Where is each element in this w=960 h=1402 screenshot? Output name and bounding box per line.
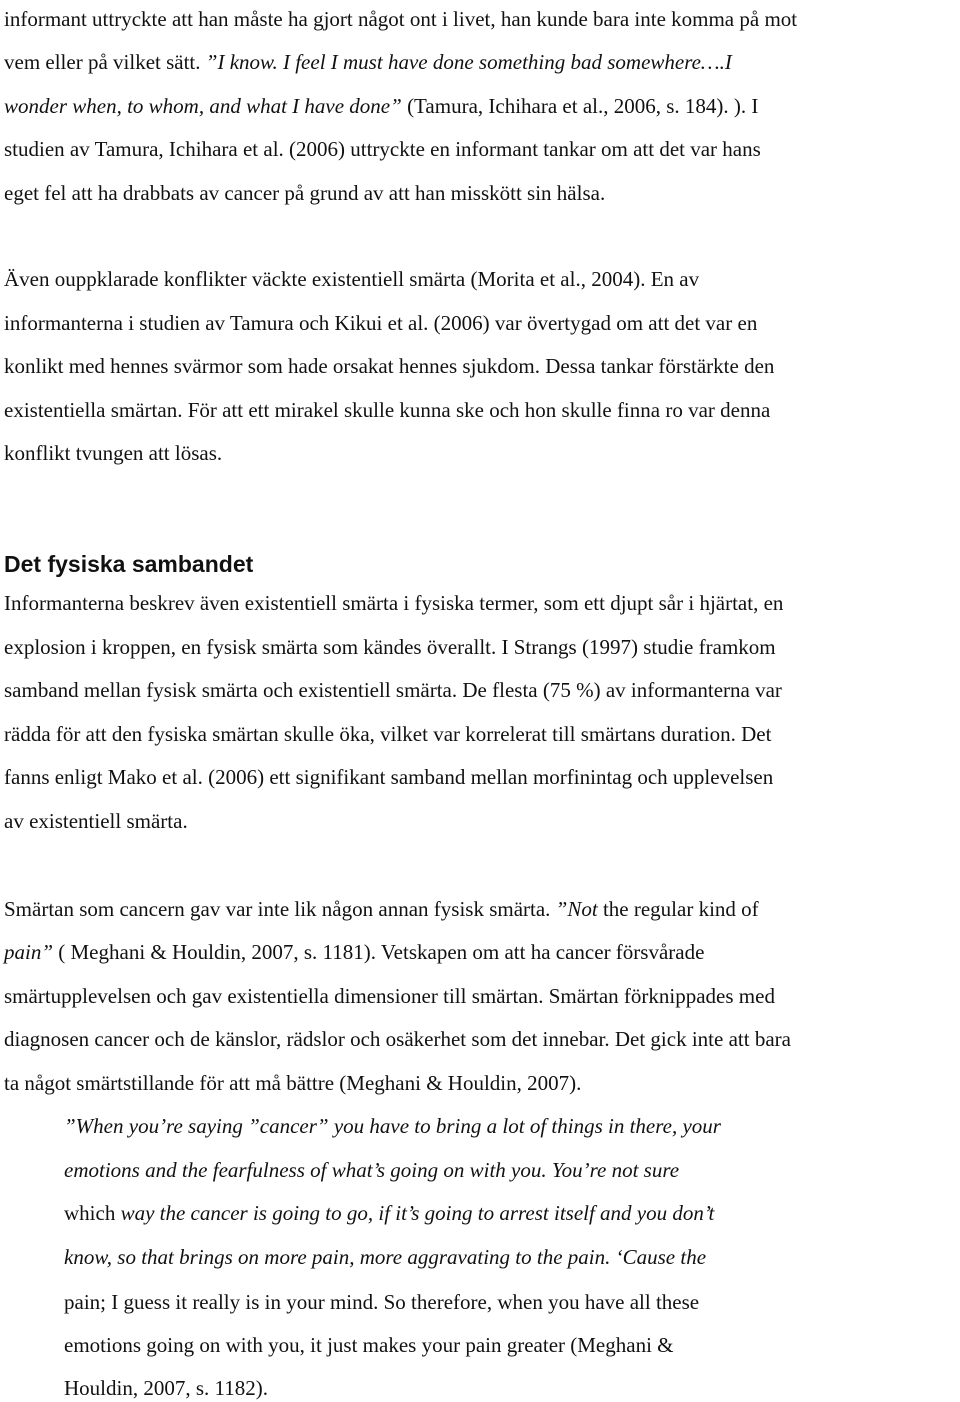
citation-text: (Tamura, Ichihara et al., 2006, s. 184). ). I (407, 94, 759, 118)
quote-italic: emotions and the fearfulness of what’s going on with you. You’re not sure (64, 1158, 680, 1182)
paragraph-line: eget fel att ha drabbats av cancer på grund av att han misskött sin hälsa. (4, 181, 606, 205)
block-quote-line: pain; I guess it really is in your mind. So therefore, when you have all these (64, 1290, 700, 1314)
section-heading: Det fysiska sambandet (4, 551, 254, 577)
paragraph-line: samband mellan fysisk smärta och existentiell smärta. De flesta (75 %) av informanterna var (4, 678, 782, 702)
paragraph-line: informanterna i studien av Tamura och Kikui et al. (2006) var övertygad om att det var en (4, 311, 758, 335)
quote-italic: way the cancer is going to go, if it’s going to arrest itself and you don’t (120, 1201, 715, 1225)
block-quote-line (64, 1157, 679, 1183)
paragraph-line: fanns enligt Mako et al. (2006) ett signifikant samband mellan morfinintag och upplevelsen (4, 765, 774, 789)
paragraph-line (4, 896, 759, 922)
quote-text: which (64, 1201, 116, 1225)
block-quote-line: emotions going on with you, it just makes your pain greater (Meghani & (64, 1333, 674, 1357)
paragraph-text: Smärtan som cancern gav var inte lik någon annan fysisk smärta. (4, 897, 551, 921)
paragraph-line: ta något smärtstillande för att må bättre (Meghani & Houldin, 2007). (4, 1071, 582, 1095)
paragraph-line (4, 939, 704, 965)
paragraph-text: the regular kind of (602, 897, 759, 921)
paragraph-line: informant uttryckte att han måste ha gjort något ont i livet, han kunde bara inte komma på mot (4, 7, 798, 31)
quote-italic: ”I know. I feel I must have done something bad somewhere….I (205, 50, 732, 74)
paragraph-line: studien av Tamura, Ichihara et al. (2006) uttryckte en informant tankar om att det var hans (4, 137, 761, 161)
paragraph-line: av existentiell smärta. (4, 809, 188, 833)
paragraph-line: konflikt tvungen att lösas. (4, 441, 223, 465)
quote-italic: know, so that brings on more pain, more aggravating to the pain. ‘Cause the (64, 1245, 707, 1269)
quote-italic: pain” (4, 940, 54, 964)
paragraph-line: konlikt med hennes svärmor som hade orsakat hennes sjukdom. Dessa tankar förstärkte den (4, 354, 775, 378)
paragraph-text: vem eller på vilket sätt. (4, 50, 201, 74)
quote-italic: ”Not (555, 897, 598, 921)
paragraph-line (4, 49, 732, 75)
block-quote-line (64, 1200, 714, 1226)
paragraph-line: rädda för att den fysiska smärtan skulle öka, vilket var korrelerat till smärtans duration. Det (4, 722, 772, 746)
block-quote-line (64, 1113, 721, 1139)
paragraph-line: diagnosen cancer och de känslor, rädslor och osäkerhet som det innebar. Det gick inte att bara (4, 1027, 791, 1051)
paragraph-line: existentiella smärtan. För att ett mirakel skulle kunna ske och hon skulle finna ro var denna (4, 398, 771, 422)
paragraph-line: Informanterna beskrev även existentiell smärta i fysiska termer, som ett djupt sår i hjärtat, en (4, 591, 784, 615)
block-quote-line (64, 1244, 706, 1270)
quote-italic: wonder when, to whom, and what I have done” (4, 94, 402, 118)
block-quote-line: Houldin, 2007, s. 1182). (64, 1376, 268, 1400)
paragraph-line: Även ouppklarade konflikter väckte existentiell smärta (Morita et al., 2004). En av (4, 267, 700, 291)
citation-text: ( Meghani & Houldin, 2007, s. 1181). Vetskapen om att ha cancer försvårade (58, 940, 705, 964)
paragraph-line (4, 93, 758, 119)
paragraph-line: explosion i kroppen, en fysisk smärta som kändes överallt. I Strangs (1997) studie framkom (4, 635, 776, 659)
paragraph-line: smärtupplevelsen och gav existentiella dimensioner till smärtan. Smärtan förknippades med (4, 984, 775, 1008)
quote-italic: ”When you’re saying ”cancer” you have to bring a lot of things in there, your (64, 1114, 721, 1138)
